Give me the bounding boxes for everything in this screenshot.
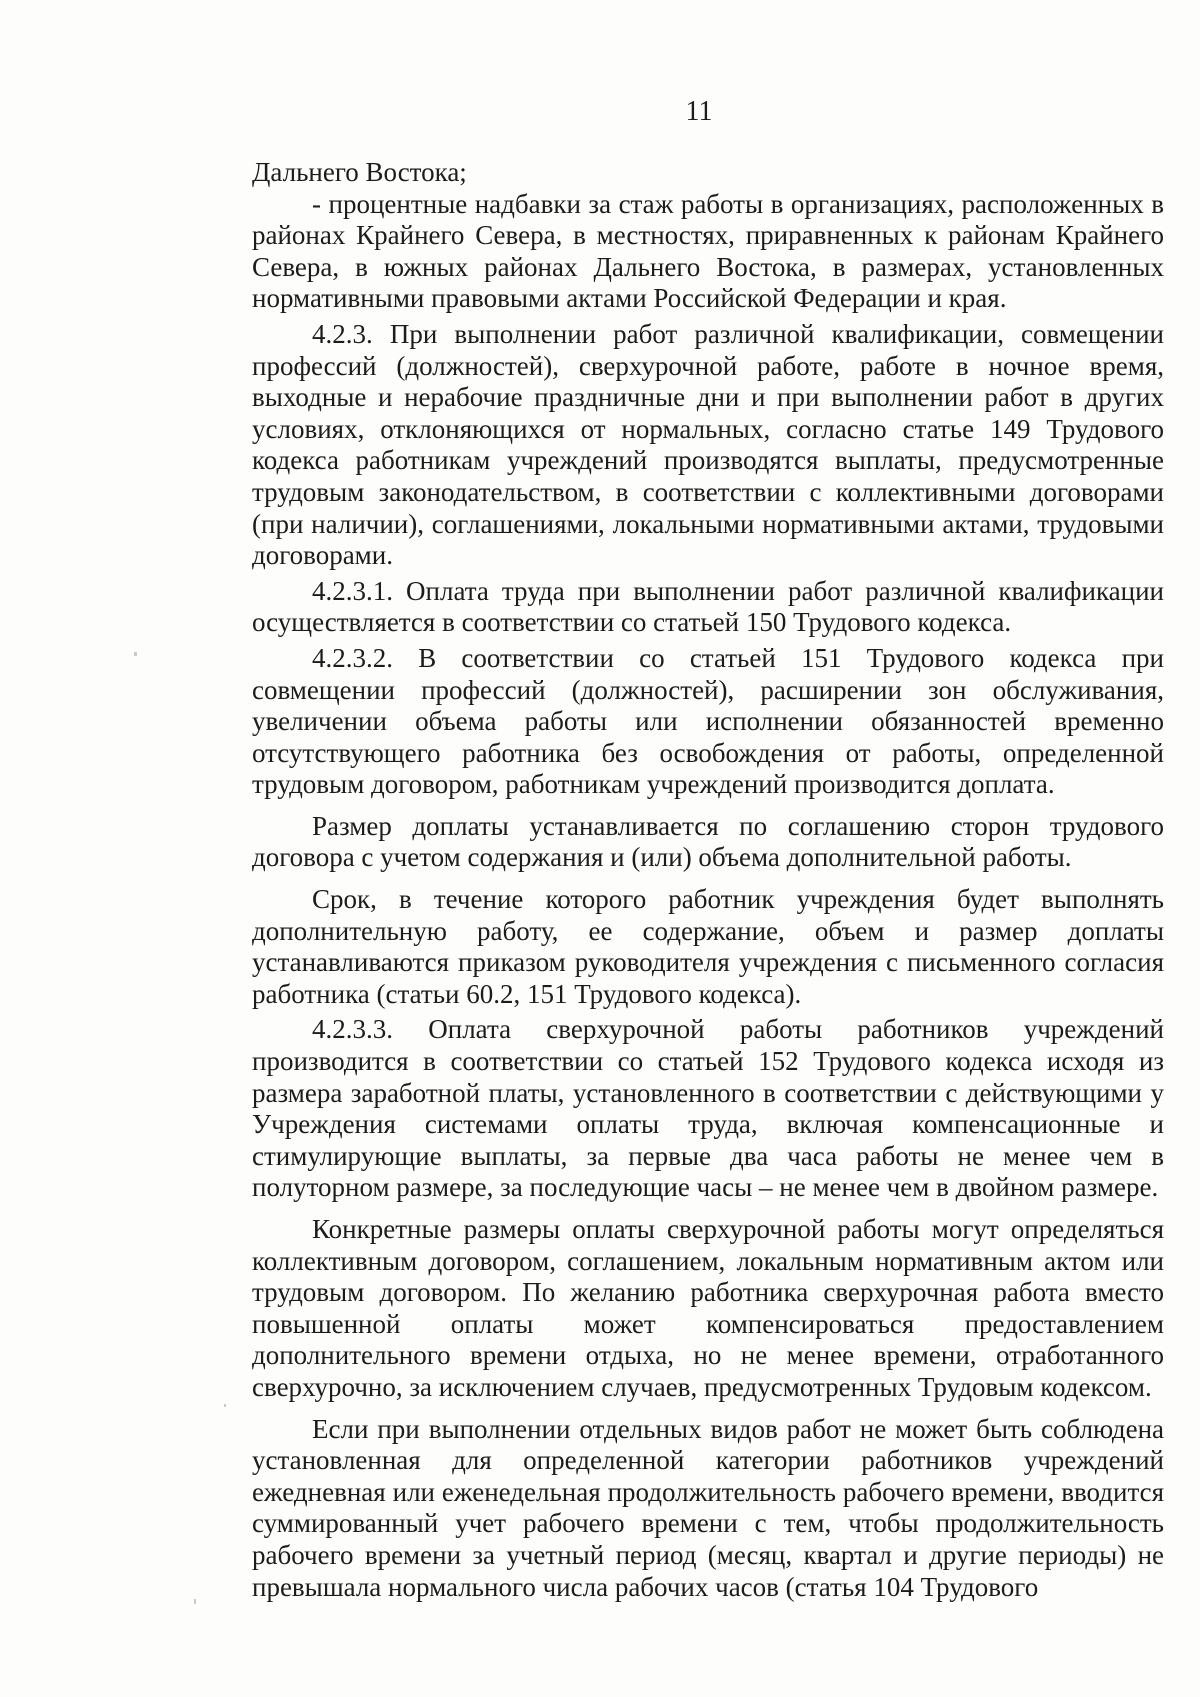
page-number	[0, 96, 1200, 128]
page-number-text: 11	[685, 96, 713, 127]
paragraph-4-2-3-1: 4.2.3.1. Оплата труда при выполнении работ различной квалификации осуществляется в соответствии со статьей 150 Трудового кодекса.	[252, 575, 1164, 638]
paragraph-continuation: Дальнего Востока;	[252, 157, 467, 187]
paragraph-4-2-3-2: 4.2.3.2. В соответствии со статьей 151 Трудового кодекса при совмещении профессий (должностей), расширении зон обслуживания, увеличении объема работы или исполнении обязанностей временно отсутствующего работника без освобождения от работы, определенной трудовым договором, работникам учреждений производится доплата.	[252, 642, 1164, 800]
paragraph-summarized-accounting: Если при выполнении отдельных видов работ не может быть соблюдена установленная для определенной категории работников учреждений ежедневная или еженедельная продолжительность рабочего времени, вводится суммированный учет рабочего времени с тем, чтобы продолжительность рабочего времени за учетный период (месяц, квартал и другие периоды) не превышала нормального числа рабочих часов (статья 104 Трудового	[252, 1413, 1164, 1602]
scan-speck	[194, 1599, 196, 1604]
paragraph-4-2-3-3: 4.2.3.3. Оплата сверхурочной работы работников учреждений производится в соответствии со статьей 152 Трудового кодекса исходя из размера заработной платы, установленного в соответствии с действующими у Учреждения системами оплаты труда, включая компенсационные и стимулирующие выплаты, за первые два часа работы не менее чем в полуторном размере, за последующие часы – не менее чем в двойном размере.	[252, 1014, 1164, 1203]
body-text	[252, 157, 1164, 1603]
paragraph-overtime-amounts: Конкретные размеры оплаты сверхурочной работы могут определяться коллективным договором, соглашением, локальным нормативным актом или трудовым договором. По желанию работника сверхурочная работа вместо повышенной оплаты может компенсироваться предоставлением дополнительного времени отдыха, но не менее времени, отработанного сверхурочно, за исключением случаев, предусмотренных Трудовым кодексом.	[252, 1214, 1164, 1402]
paragraph-allowances: - процентные надбавки за стаж работы в организациях, расположенных в районах Крайнего Севера, в местностях, приравненных к районам Крайнего Севера, в южных районах Дальнего Востока, в размерах, установленных нормативными правовыми актами Российской Федерации и края.	[252, 188, 1164, 314]
scan-speck	[134, 652, 137, 656]
scan-speck	[224, 1404, 226, 1407]
paragraph-doplata-size: Размер доплаты устанавливается по соглашению сторон трудового договора с учетом содержания и (или) объема дополнительной работы.	[252, 810, 1164, 873]
paragraph-doplata-term: Срок, в течение которого работник учреждения будет выполнять дополнительную работу, ее содержание, объем и размер доплаты устанавливаются приказом руководителя учреждения с письменного согласия работника (статьи 60.2, 151 Трудового кодекса).	[252, 884, 1164, 1009]
paragraph-4-2-3: 4.2.3. При выполнении работ различной квалификации, совмещении профессий (должностей), сверхурочной работе, работе в ночное время, выходные и нерабочие праздничные дни и при выполнении работ в других условиях, отклоняющихся от нормальных, согласно статье 149 Трудового кодекса работникам учреждений производятся выплаты, предусмотренные трудовым законодательством, в соответствии с коллективными договорами (при наличии), соглашениями, локальными нормативными актами, трудовыми договорами.	[252, 318, 1164, 571]
